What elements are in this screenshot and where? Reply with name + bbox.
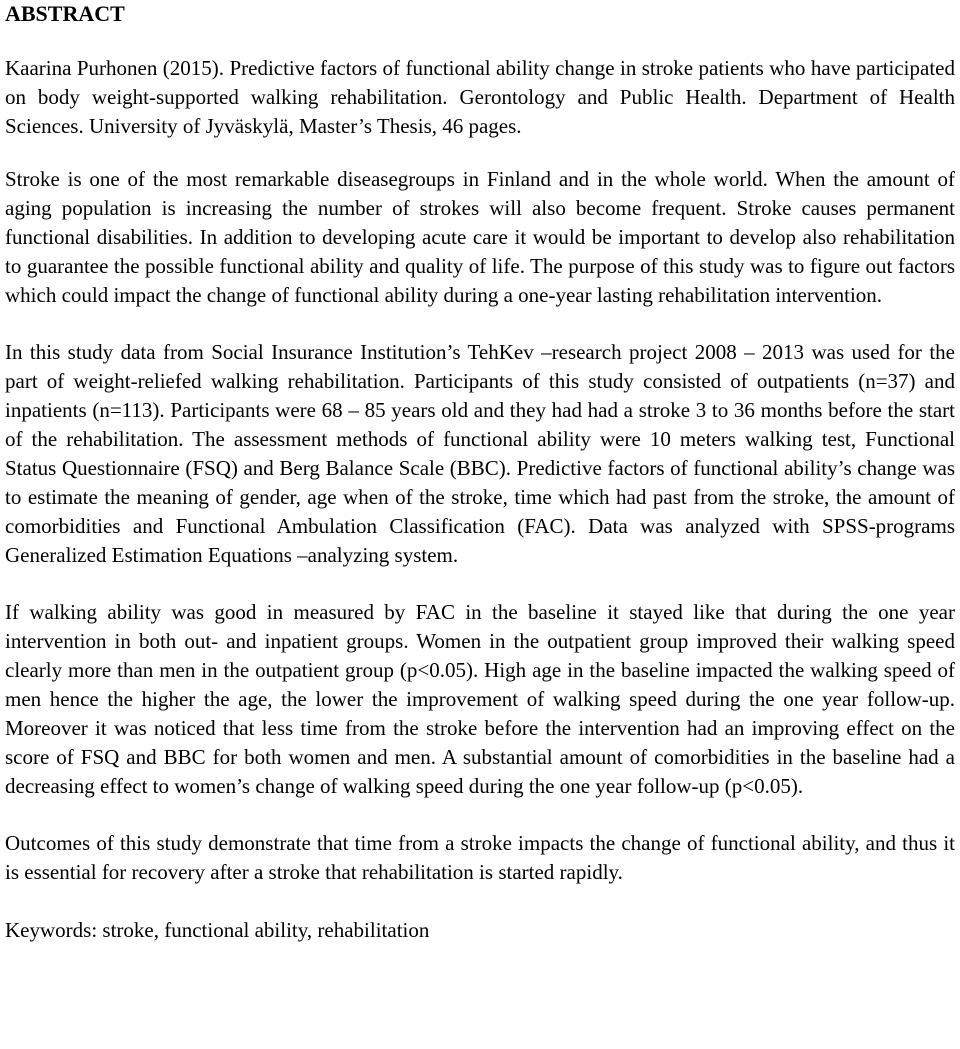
document-page (5, 0, 955, 945)
abstract-heading: ABSTRACT (5, 1, 125, 26)
outcomes-paragraph: Outcomes of this study demonstrate that time from a stroke impacts the change of functional ability, and thus it is essential for recovery after a stroke that rehabilitation is started rapidly. (5, 831, 955, 884)
keywords-line: Keywords: stroke, functional ability, rehabilitation (5, 918, 430, 942)
results-paragraph: If walking ability was good in measured by FAC in the baseline it stayed like that during the one year intervention in both out- and inpatient groups. Women in the outpatient group improved their walking speed clearly more than men in the outpatient group (p<0.05). High age in the baseline impacted the walking speed of men hence the higher the age, the lower the improvement of walking speed during the one year follow-up. Moreover it was noticed that less time from the stroke before the intervention had an improving effect on the score of FSQ and BBC for both women and men. A substantial amount of comorbidities in the baseline had a decreasing effect to women’s change of walking speed during the one year follow-up (p<0.05). (5, 600, 955, 798)
citation-paragraph: Kaarina Purhonen (2015). Predictive factors of functional ability change in stroke patients who have participated on body weight-supported walking rehabilitation. Gerontology and Public Health. Department of Health Sciences. University of Jyväskylä, Master’s Thesis, 46 pages. (5, 56, 955, 138)
intro-paragraph: Stroke is one of the most remarkable diseasegroups in Finland and in the whole world. When the amount of aging population is increasing the number of strokes will also become frequent. Stroke causes permanent functional disabilities. In addition to developing acute care it would be important to develop also rehabilitation to guarantee the possible functional ability and quality of life. The purpose of this study was to figure out factors which could impact the change of functional ability during a one-year lasting rehabilitation intervention. (5, 167, 955, 307)
methods-paragraph: In this study data from Social Insurance Institution’s TehKev –research project 2008 – 2013 was used for the part of weight-reliefed walking rehabilitation. Participants of this study consisted of outpatients (n=37) and inpatients (n=113). Participants were 68 – 85 years old and they had had a stroke 3 to 36 months before the start of the rehabilitation. The assessment methods of functional ability were 10 meters walking test, Functional Status Questionnaire (FSQ) and Berg Balance Scale (BBC). Predictive factors of functional ability’s change was to estimate the meaning of gender, age when of the stroke, time which had past from the stroke, the amount of comorbidities and Functional Ambulation Classification (FAC). Data was analyzed with SPSS-programs Generalized Estimation Equations –analyzing system. (5, 340, 955, 567)
